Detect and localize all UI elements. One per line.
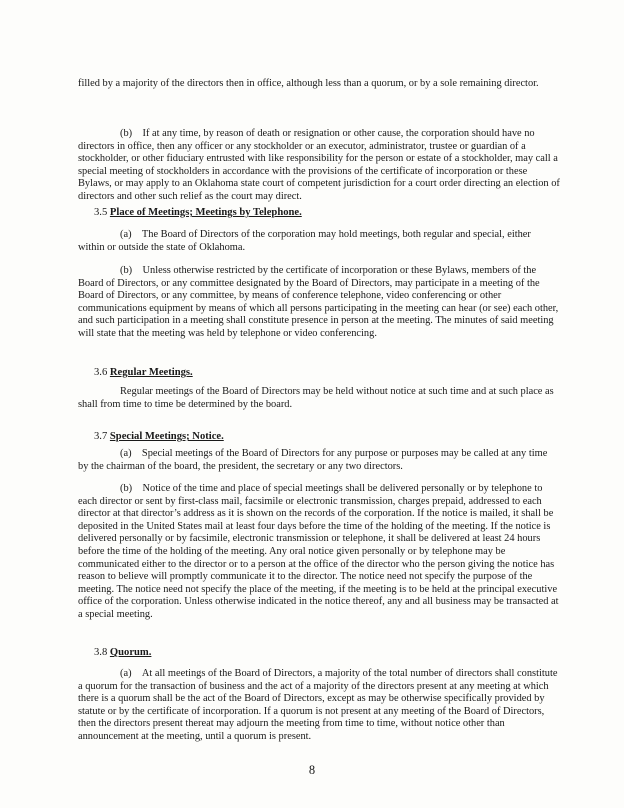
paragraph-3-4-b: (b) If at any time, by reason of death or resignation or other cause, the corporation should have no directors in office, then any officer or any stockholder or an executor, administrator, trustee or guardian of a stockholder, or other fiduciary entrusted with like responsibility for the person or estate of a stockholder, may call a special meeting of stockholders in accordance with the provisions of the certificate of incorporation or these Bylaws, or may apply to an Oklahoma state court of competent jurisdiction for a court order directing an election of directors and other such relief as the court may direct. [78, 128, 560, 202]
paragraph-3-5-b: (b) Unless otherwise restricted by the certificate of incorporation or these Bylaws, members of the Board of Directors, or any committee designated by the Board of Directors, may participate in a meeting of the Board of Directors, or any committee, by means of conference telephone, video conferencing or other communications equipment by means of which all persons participating in the meeting can hear (or see) each other, and such participation in a meeting shall constitute presence in person at the meeting. The minutes of said meeting will state that the meeting was held by telephone or video conferencing. [78, 265, 559, 339]
section-heading-3-8: 3.8 Quorum. [94, 647, 152, 658]
section-heading-3-7: 3.7 Special Meetings; Notice. [94, 431, 224, 442]
section-title-3-5: Place of Meetings; Meetings by Telephone. [109, 207, 302, 218]
section-title-3-8: Quorum. [109, 647, 152, 658]
section-heading-3-5: 3.5 Place of Meetings; Meetings by Telephone. [94, 207, 302, 218]
paragraph-3-7-a: (a) Special meetings of the Board of Directors for any purpose or purposes may be called at any time by the chairman of the board, the president, the secretary or any two directors. [78, 448, 548, 472]
paragraph-3-7-b: (b) Notice of the time and place of special meetings shall be delivered personally or by telephone to each director or sent by first-class mail, facsimile or electronic transmission, charges prepaid, addressed to each director at that director’s address as it is shown on the records of the corporation. If the notice is mailed, it shall be deposited in the United States mail at least four days before the time of the holding of the meeting. If the notice is delivered personally or by facsimile, electronic transmission or telephone, it shall be delivered at least 24 hours before the time of the holding of the meeting. Any oral notice given personally or by telephone may be communicated either to the director or to a person at the office of the director who the person giving the notice has reason to believe will promptly communicate it to the director. The notice need not specify the purpose of the meeting. The notice need not specify the place of the meeting, if the meeting is to be held at the principal executive office of the corporation. Unless otherwise indicated in the notice thereof, any and all business may be transacted at a special meeting. [78, 483, 559, 620]
section-title-3-7: Special Meetings; Notice. [109, 431, 224, 442]
section-title-3-6: Regular Meetings. [109, 367, 193, 378]
paragraph-carryover: filled by a majority of the directors then in office, although less than a quorum, or by a sole remaining director. [78, 78, 539, 89]
page-number: 8 [308, 763, 316, 777]
paragraph-3-5-a: (a) The Board of Directors of the corporation may hold meetings, both regular and special, either within or outside the state of Oklahoma. [78, 229, 531, 253]
paragraph-3-6: Regular meetings of the Board of Directors may be held without notice at such time and at such place as shall from time to time be determined by the board. [78, 386, 554, 410]
section-heading-3-6: 3.6 Regular Meetings. [94, 367, 193, 378]
paragraph-3-8-a: (a) At all meetings of the Board of Directors, a majority of the total number of directors shall constitute a quorum for the transaction of business and the act of a majority of the directors present at any meeting at which there is a quorum shall be the act of the Board of Directors, except as may be otherwise specifically provided by statute or by the certificate of incorporation. If a quorum is not present at any meeting of the Board of Directors, then the directors present thereat may adjourn the meeting from time to time, without notice other than announcement at the meeting, until a quorum is present. [78, 668, 558, 742]
